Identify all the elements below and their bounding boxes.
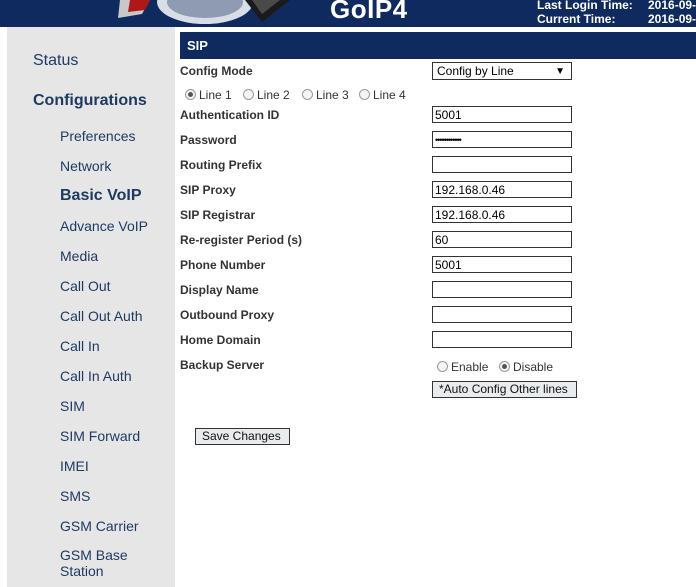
config-mode-value: Config by Line	[437, 64, 514, 78]
sip-registrar-input[interactable]: 192.168.0.46	[432, 206, 572, 223]
brand-logo-art	[0, 0, 320, 27]
line-3-radio[interactable]: Line 3	[302, 88, 349, 102]
sidebar-item-call-out[interactable]: Call Out	[60, 278, 111, 294]
phone-number-input[interactable]: 5001	[432, 256, 572, 273]
sidebar-item-gsm-base-station-line2[interactable]: Station	[60, 563, 104, 579]
outbound-proxy-label: Outbound Proxy	[180, 308, 274, 322]
sidebar-item-advance-voip[interactable]: Advance VoIP	[60, 218, 148, 234]
auth-id-input[interactable]: 5001	[432, 106, 572, 123]
sidebar-nav	[7, 27, 175, 587]
sidebar-item-gsm-carrier[interactable]: GSM Carrier	[60, 518, 139, 534]
sidebar-item-gsm-base-station[interactable]: GSM Base	[60, 547, 128, 563]
radio-selected-icon	[185, 89, 196, 100]
backup-enable-radio[interactable]: Enable	[437, 360, 488, 374]
reregister-label: Re-register Period (s)	[180, 233, 303, 247]
config-mode-select[interactable]	[432, 62, 572, 80]
routing-prefix-label: Routing Prefix	[180, 158, 263, 172]
password-input[interactable]: ••••••••••••	[432, 131, 572, 148]
chevron-down-icon: ▼	[555, 66, 565, 77]
section-title: SIP	[187, 38, 208, 53]
sidebar-item-call-in[interactable]: Call In	[60, 338, 100, 354]
top-header	[0, 0, 696, 27]
line-4-radio[interactable]: Line 4	[359, 88, 406, 102]
line-2-radio[interactable]: Line 2	[243, 88, 290, 102]
reregister-input[interactable]: 60	[432, 231, 572, 248]
phone-number-label: Phone Number	[180, 258, 266, 272]
display-name-input[interactable]	[432, 281, 572, 298]
sidebar-item-sim[interactable]: SIM	[60, 398, 85, 414]
sidebar-item-media[interactable]: Media	[60, 248, 99, 264]
save-changes-button[interactable]: Save Changes	[195, 428, 290, 445]
display-name-label: Display Name	[180, 283, 259, 297]
sip-registrar-label: SIP Registrar	[180, 208, 256, 222]
auth-id-label: Authentication ID	[180, 108, 280, 122]
radio-unselected-icon	[437, 361, 448, 372]
sidebar-item-sms[interactable]: SMS	[60, 488, 91, 504]
backup-server-label: Backup Server	[180, 358, 265, 372]
config-mode-label: Config Mode	[180, 64, 253, 78]
last-login-label: Last Login Time:	[537, 0, 633, 12]
sidebar-item-status[interactable]: Status	[33, 52, 79, 69]
sip-proxy-input[interactable]: 192.168.0.46	[432, 181, 572, 198]
radio-unselected-icon	[243, 89, 254, 100]
routing-prefix-input[interactable]	[432, 156, 572, 173]
brand-title: GoIP4	[330, 0, 408, 24]
radio-unselected-icon	[359, 89, 370, 100]
section-header-sip	[180, 32, 696, 59]
radio-unselected-icon	[302, 89, 313, 100]
home-domain-input[interactable]	[432, 331, 572, 348]
sidebar-item-call-in-auth[interactable]: Call In Auth	[60, 368, 132, 384]
password-label: Password	[180, 133, 237, 147]
outbound-proxy-input[interactable]	[432, 306, 572, 323]
auto-config-other-lines-button[interactable]: *Auto Config Other lines	[432, 381, 577, 398]
radio-selected-icon	[499, 361, 510, 372]
sidebar-item-basic-voip[interactable]: Basic VoIP	[60, 187, 142, 204]
last-login-row	[537, 0, 696, 12]
current-time-row	[537, 12, 696, 26]
sidebar-item-preferences[interactable]: Preferences	[60, 128, 136, 144]
sidebar-item-call-out-auth[interactable]: Call Out Auth	[60, 308, 143, 324]
sidebar-item-configurations[interactable]: Configurations	[33, 92, 147, 109]
sidebar-item-sim-forward[interactable]: SIM Forward	[60, 428, 141, 444]
current-time-value: 2016-09-	[648, 12, 696, 26]
current-time-label: Current Time:	[537, 12, 616, 26]
sidebar-item-imei[interactable]: IMEI	[60, 458, 89, 474]
home-domain-label: Home Domain	[180, 333, 261, 347]
sip-proxy-label: SIP Proxy	[180, 183, 236, 197]
sidebar-item-network[interactable]: Network	[60, 158, 112, 174]
backup-disable-radio[interactable]: Disable	[499, 360, 553, 374]
line-1-radio[interactable]: Line 1	[185, 88, 232, 102]
last-login-value: 2016-09-	[648, 0, 696, 12]
